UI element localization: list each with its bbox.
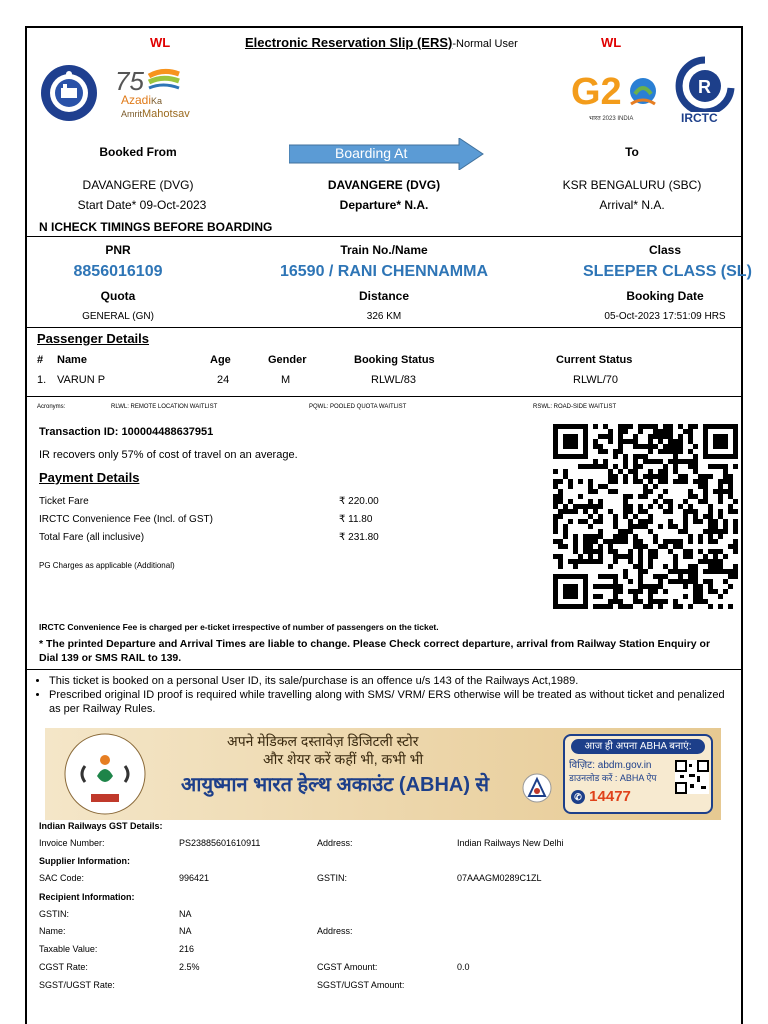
passenger-gender: M [281, 374, 291, 386]
boarding-station: DAVANGERE (DVG) [327, 178, 441, 192]
passenger-age: 24 [217, 374, 230, 386]
total-fare-label: Total Fare (all inclusive) [39, 532, 145, 543]
acronyms-label: Acronyms: [37, 404, 66, 410]
gstin-label: GSTIN: [317, 873, 348, 883]
svg-text:G2: G2 [571, 71, 622, 113]
booking-date-label: Booking Date [626, 289, 704, 303]
payment-details-title: Payment Details [39, 470, 140, 485]
recipient-name-label: Name: [39, 926, 66, 936]
recipient-gstin-value: NA [179, 909, 192, 919]
recipient-name-value: NA [179, 926, 192, 936]
recipient-gstin-label: GSTIN: [39, 909, 70, 919]
passenger-booking-status: RLWL/83 [371, 374, 417, 386]
departure-time: Departure* N.A. [339, 198, 429, 212]
abha-banner-line1: अपने मेडिकल दस्तावेज़ डिजिटली स्टोर [227, 733, 419, 749]
cgst-amount-label: CGST Amount: [317, 962, 378, 972]
svg-text:भारत 2023 INDIA: भारत 2023 INDIA [589, 116, 634, 122]
abha-emblem-icon [63, 732, 147, 816]
check-timings-note: N ICHECK TIMINGS BEFORE BOARDING [39, 220, 273, 234]
col-header-no: # [37, 354, 44, 366]
abha-phone: ✆ 14477 [571, 788, 631, 805]
abha-visit-link[interactable]: विज़िट: abdm.gov.in [569, 760, 652, 771]
svg-text:75: 75 [115, 66, 144, 94]
sac-label: SAC Code: [39, 873, 85, 883]
cgst-rate-value: 2.5% [179, 962, 200, 972]
to-label: To [625, 145, 639, 159]
transaction-id: Transaction ID: 100004488637951 [39, 426, 214, 438]
gst-details-title: Indian Railways GST Details: [39, 821, 163, 831]
sgst-amount-label: SGST/UGST Amount: [317, 980, 405, 990]
col-header-name: Name [57, 354, 87, 366]
passenger-details-title: Passenger Details [37, 331, 150, 346]
invoice-label: Invoice Number: [39, 838, 105, 848]
pnr-value: 8856016109 [73, 263, 163, 280]
indian-railways-logo [39, 62, 99, 124]
acronym-rlwl: RLWL: REMOTE LOCATION WAITLIST [111, 404, 218, 410]
boarding-at-label: Boarding At [335, 145, 408, 161]
divider [27, 236, 741, 237]
booking-date-value: 05-Oct-2023 17:51:09 HRS [604, 311, 726, 322]
convenience-fee-notice: IRCTC Convenience Fee is charged per e-ticket irrespective of number of passengers on the ticket. [39, 622, 439, 632]
azadi-ka-amrit-mahotsav-logo: 75 AzadiKa AmritMahotsav [115, 66, 190, 120]
cgst-rate-label: CGST Rate: [39, 962, 88, 972]
arrival-time: Arrival* N.A. [599, 198, 665, 212]
divider [27, 327, 741, 328]
quota-value: GENERAL (GN) [82, 311, 154, 322]
address-value: Indian Railways New Delhi [457, 838, 564, 848]
class-label: Class [648, 243, 682, 257]
recipient-info-title: Recipient Information: [39, 892, 135, 902]
abha-banner-headline: आयुष्मान भारत हेल्थ अकाउंट (ABHA) से [181, 774, 490, 796]
taxable-value-label: Taxable Value: [39, 944, 98, 954]
class-value: SLEEPER CLASS (SL) [583, 263, 752, 280]
abha-qr-code [675, 760, 709, 794]
from-station: DAVANGERE (DVG) [82, 178, 194, 192]
cgst-amount-value: 0.0 [457, 962, 470, 972]
quota-label: Quota [100, 289, 136, 303]
wl-right-label: WL [601, 35, 622, 50]
passenger-no: 1. [37, 374, 47, 386]
abha-cta-box[interactable] [563, 734, 713, 814]
svg-text:R: R [698, 77, 711, 97]
address-label: Address: [317, 838, 353, 848]
ers-page [25, 26, 752, 1024]
abha-banner-line2: और शेयर करें कहीं भी, कभी भी [263, 751, 424, 767]
list-item: • This ticket is booked on a personal User ID, its sale/purchase is an offence u/s 143 of the Railways Act,1989. [49, 674, 739, 688]
acronym-pqwl: PQWL: POOLED QUOTA WAITLIST [309, 404, 407, 410]
recipient-address-label: Address: [317, 926, 353, 936]
convenience-fee-label: IRCTC Convenience Fee (Incl. of GST) [39, 514, 213, 525]
ers-title: Electronic Reservation Slip (ERS)-Normal User [245, 35, 518, 50]
col-header-current-status: Current Status [556, 354, 633, 366]
phone-icon: ✆ [571, 790, 585, 804]
g20-logo [569, 64, 661, 126]
abha-logo-icon [521, 772, 553, 804]
times-notice: * The printed Departure and Arrival Times are liable to change. Please Check correct departure, arrival from Railway Station Enquiry or Dial 139 or SMS RAIL to 139. [39, 638, 711, 664]
abha-cta-heading: आज ही अपना ABHA बनाएं: [571, 739, 705, 754]
train-value: 16590 / RANI CHENNAMMA [279, 263, 489, 280]
taxable-value: 216 [179, 944, 195, 954]
wl-left-label: WL [150, 35, 171, 50]
divider [27, 396, 741, 397]
ticket-fare-value: ₹ 220.00 [339, 496, 379, 507]
supplier-info-title: Supplier Information: [39, 856, 130, 866]
irctc-logo: R IRCTC [673, 56, 737, 128]
col-header-booking-status: Booking Status [354, 354, 435, 366]
distance-value: 326 KM [366, 311, 402, 322]
sac-value: 996421 [179, 873, 210, 883]
ticket-fare-label: Ticket Fare [39, 496, 89, 507]
abha-banner[interactable] [45, 728, 721, 820]
booked-from-label: Booked From [99, 145, 177, 159]
sgst-rate-label: SGST/UGST Rate: [39, 980, 115, 990]
divider [27, 669, 741, 670]
qr-code [553, 424, 741, 614]
invoice-value: PS23885601610911 [179, 838, 261, 848]
start-date: Start Date* 09-Oct-2023 [77, 198, 207, 212]
col-header-gender: Gender [268, 354, 307, 366]
convenience-fee-value: ₹ 11.80 [339, 514, 373, 525]
to-station: KSR BENGALURU (SBC) [562, 178, 702, 192]
acronym-rswl: RSWL: ROAD-SIDE WAITLIST [533, 404, 617, 410]
passenger-current-status: RLWL/70 [573, 374, 619, 386]
distance-label: Distance [358, 289, 410, 303]
list-item: • Prescribed original ID proof is required while travelling along with SMS/ VRM/ ERS otherwise will be treated as without ticket and penalized as per Railway Rules. [49, 688, 739, 716]
gstin-value: 07AAAGM0289C1ZL [457, 873, 542, 883]
col-header-age: Age [210, 354, 231, 366]
passenger-name: VARUN P [57, 374, 106, 386]
abha-download-text: डाउनलोड करें : ABHA ऐप [569, 773, 657, 783]
total-fare-value: ₹ 231.80 [339, 532, 379, 543]
ticket-rules-list [35, 674, 739, 716]
pnr-label: PNR [105, 243, 131, 257]
pg-charges-note: PG Charges as applicable (Additional) [39, 561, 175, 570]
ir-recovers-note: IR recovers only 57% of cost of travel on an average. [39, 449, 298, 461]
train-label: Train No./Name [340, 243, 428, 257]
